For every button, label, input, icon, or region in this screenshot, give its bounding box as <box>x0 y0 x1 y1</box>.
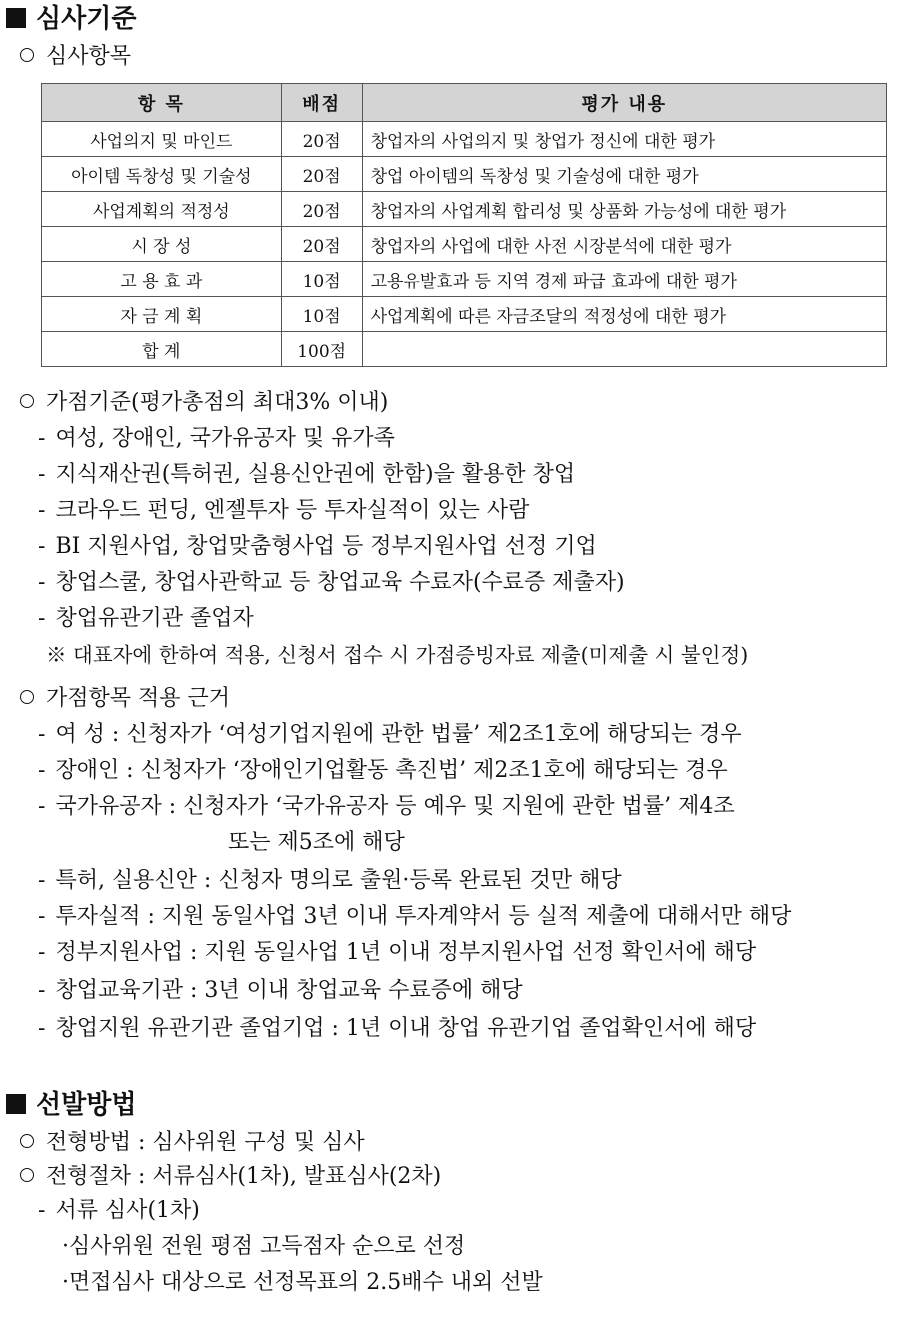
list-item-continuation: 또는 제5조에 해당 <box>228 830 405 855</box>
selection-method <box>20 1128 365 1158</box>
dash-bullet: - <box>38 1198 46 1223</box>
list-item <box>38 792 735 822</box>
dash-bullet: - <box>38 426 46 451</box>
cell-item: 사업의지 및 마인드 <box>42 122 282 157</box>
selection-method-text: 전형방법 : 심사위원 구성 및 심사 <box>46 1130 365 1155</box>
list-item-text: 국가유공자 : 신청자가 ‘국가유공자 등 예우 및 지원에 관한 법률’ 제4조 <box>55 794 735 819</box>
cell-content <box>362 332 886 367</box>
cell-item: 합 계 <box>42 332 282 367</box>
cell-content: 고용유발효과 등 지역 경제 파급 효과에 대한 평가 <box>362 262 886 297</box>
table-row <box>42 297 887 332</box>
list-item <box>38 720 742 750</box>
subsection-bonus-criteria <box>20 388 388 418</box>
cell-score: 20점 <box>281 227 362 262</box>
table-header-row <box>42 84 887 122</box>
list-item-text: BI 지원사업, 창업맞춤형사업 등 정부지원사업 선정 기업 <box>55 534 597 559</box>
section-title: 심사기준 <box>36 4 137 34</box>
section-heading-selection <box>6 1090 136 1120</box>
cell-score: 10점 <box>281 297 362 332</box>
cell-content: 창업자의 사업에 대한 사전 시장분석에 대한 평가 <box>362 227 886 262</box>
dash-bullet: - <box>38 722 46 747</box>
subsection-evaluation-items <box>20 42 131 72</box>
list-item <box>38 604 254 634</box>
criteria-table <box>41 83 887 367</box>
list-item-text: 창업교육기관 : 3년 이내 창업교육 수료증에 해당 <box>55 978 523 1003</box>
dash-bullet: - <box>38 498 46 523</box>
cell-score: 20점 <box>281 157 362 192</box>
dash-bullet: - <box>38 978 46 1003</box>
dash-bullet: - <box>38 940 46 965</box>
cell-content: 창업 아이템의 독창성 및 기술성에 대한 평가 <box>362 157 886 192</box>
cell-content: 창업자의 사업계획 합리성 및 상품화 가능성에 대한 평가 <box>362 192 886 227</box>
dash-bullet: - <box>38 606 46 631</box>
table-row-total <box>42 332 887 367</box>
circle-bullet-icon <box>20 394 34 408</box>
black-square-icon <box>6 8 26 28</box>
cell-item: 사업계획의 적정성 <box>42 192 282 227</box>
cell-score: 100점 <box>281 332 362 367</box>
cell-item: 고 용 효 과 <box>42 262 282 297</box>
bonus-note: ※ 대표자에 한하여 적용, 신청서 접수 시 가점증빙자료 제출(미제출 시 불인정) <box>46 643 749 667</box>
list-item-text: 여 성 : 신청자가 ‘여성기업지원에 관한 법률’ 제2조1호에 해당되는 경우 <box>55 722 742 747</box>
dash-bullet: - <box>38 794 46 819</box>
table-row <box>42 227 887 262</box>
subsection-title: 심사항목 <box>46 44 132 69</box>
dash-bullet: - <box>38 758 46 783</box>
list-item <box>38 1196 200 1226</box>
list-item-text: 장애인 : 신청자가 ‘장애인기업활동 촉진법’ 제2조1호에 해당되는 경우 <box>55 758 728 783</box>
list-item-text: 창업지원 유관기관 졸업기업 : 1년 이내 창업 유관기업 졸업확인서에 해당 <box>55 1016 757 1041</box>
cell-score: 20점 <box>281 192 362 227</box>
cell-content: 창업자의 사업의지 및 창업가 정신에 대한 평가 <box>362 122 886 157</box>
list-item <box>38 866 622 896</box>
subsection-title: 가점항목 적용 근거 <box>46 686 231 711</box>
cell-score: 20점 <box>281 122 362 157</box>
sub-list-item: ·면접심사 대상으로 선정목표의 2.5배수 내외 선발 <box>62 1270 543 1295</box>
subsection-bonus-basis <box>20 684 230 714</box>
column-header-item: 항 목 <box>42 84 282 122</box>
circle-bullet-icon <box>20 1134 34 1148</box>
cell-score: 10점 <box>281 262 362 297</box>
list-item <box>38 976 523 1006</box>
list-item-text: 서류 심사(1차) <box>55 1198 200 1223</box>
list-item-text: 정부지원사업 : 지원 동일사업 1년 이내 정부지원사업 선정 확인서에 해당 <box>55 940 757 965</box>
list-item <box>38 496 529 526</box>
list-item <box>38 424 395 454</box>
list-item-text: 투자실적 : 지원 동일사업 3년 이내 투자계약서 등 실적 제출에 대해서만 해당 <box>55 904 792 929</box>
list-item <box>38 756 728 786</box>
list-item <box>38 1014 756 1044</box>
dash-bullet: - <box>38 462 46 487</box>
black-square-icon <box>6 1094 26 1114</box>
dash-bullet: - <box>38 534 46 559</box>
dash-bullet: - <box>38 904 46 929</box>
dash-bullet: - <box>38 868 46 893</box>
list-item <box>38 568 625 598</box>
list-item <box>38 532 597 562</box>
list-item <box>38 902 791 932</box>
list-item-text: 크라우드 펀딩, 엔젤투자 등 투자실적이 있는 사람 <box>55 498 530 523</box>
table-row <box>42 262 887 297</box>
column-header-content: 평가 내용 <box>362 84 886 122</box>
list-item-text: 창업스쿨, 창업사관학교 등 창업교육 수료자(수료증 제출자) <box>55 570 625 595</box>
sub-list-item: ·심사위원 전원 평점 고득점자 순으로 선정 <box>62 1234 466 1259</box>
table-row <box>42 122 887 157</box>
table-row <box>42 157 887 192</box>
list-item-text: 여성, 장애인, 국가유공자 및 유가족 <box>55 426 395 451</box>
cell-item: 자 금 계 획 <box>42 297 282 332</box>
cell-content: 사업계획에 따른 자금조달의 적정성에 대한 평가 <box>362 297 886 332</box>
list-item-text: 창업유관기관 졸업자 <box>55 606 254 631</box>
dash-bullet: - <box>38 570 46 595</box>
cell-item: 시 장 성 <box>42 227 282 262</box>
section-title: 선발방법 <box>36 1090 137 1120</box>
list-item-text: 지식재산권(특허권, 실용신안권에 한함)을 활용한 창업 <box>55 462 576 487</box>
cell-item: 아이템 독창성 및 기술성 <box>42 157 282 192</box>
section-heading-criteria <box>6 4 136 34</box>
circle-bullet-icon <box>20 48 34 62</box>
selection-procedure <box>20 1162 441 1192</box>
subsection-title: 가점기준(평가총점의 최대3% 이내) <box>46 390 389 415</box>
dash-bullet: - <box>38 1016 46 1041</box>
selection-procedure-text: 전형절차 : 서류심사(1차), 발표심사(2차) <box>46 1164 442 1189</box>
column-header-score: 배점 <box>281 84 362 122</box>
list-item-text: 특허, 실용신안 : 신청자 명의로 출원·등록 완료된 것만 해당 <box>55 868 622 893</box>
circle-bullet-icon <box>20 1168 34 1182</box>
table-row <box>42 192 887 227</box>
list-item <box>38 460 575 490</box>
list-item <box>38 938 756 968</box>
circle-bullet-icon <box>20 690 34 704</box>
